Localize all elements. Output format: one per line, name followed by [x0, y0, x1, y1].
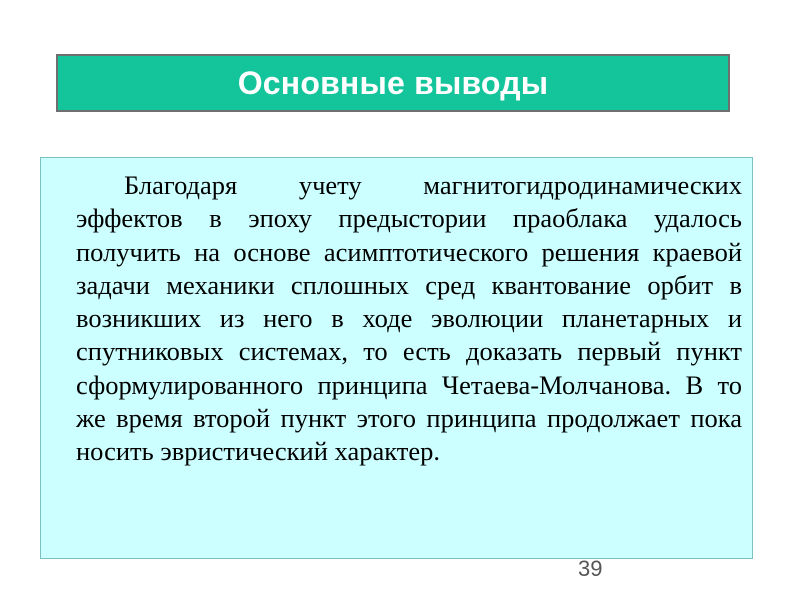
- slide-title: Основные выводы: [237, 64, 549, 101]
- slide-title-bar: [56, 54, 730, 112]
- page-number: 39: [578, 556, 603, 581]
- content-box: [40, 157, 753, 559]
- body-paragraph: Благодаря учету магнитогидродинамических эффектов в эпоху предыстории праоблака удалось получить на основе асимптотического решения краевой задачи механики сплошных сред квантование орбит в возникших из него в ходе эволюции планетарных и спутниковых системах, то есть доказать первый пункт сформулированного принципа Четаева-Молчанова. В то же время второй пункт этого принципа продолжает пока носить эвристический характер.: [76, 170, 742, 467]
